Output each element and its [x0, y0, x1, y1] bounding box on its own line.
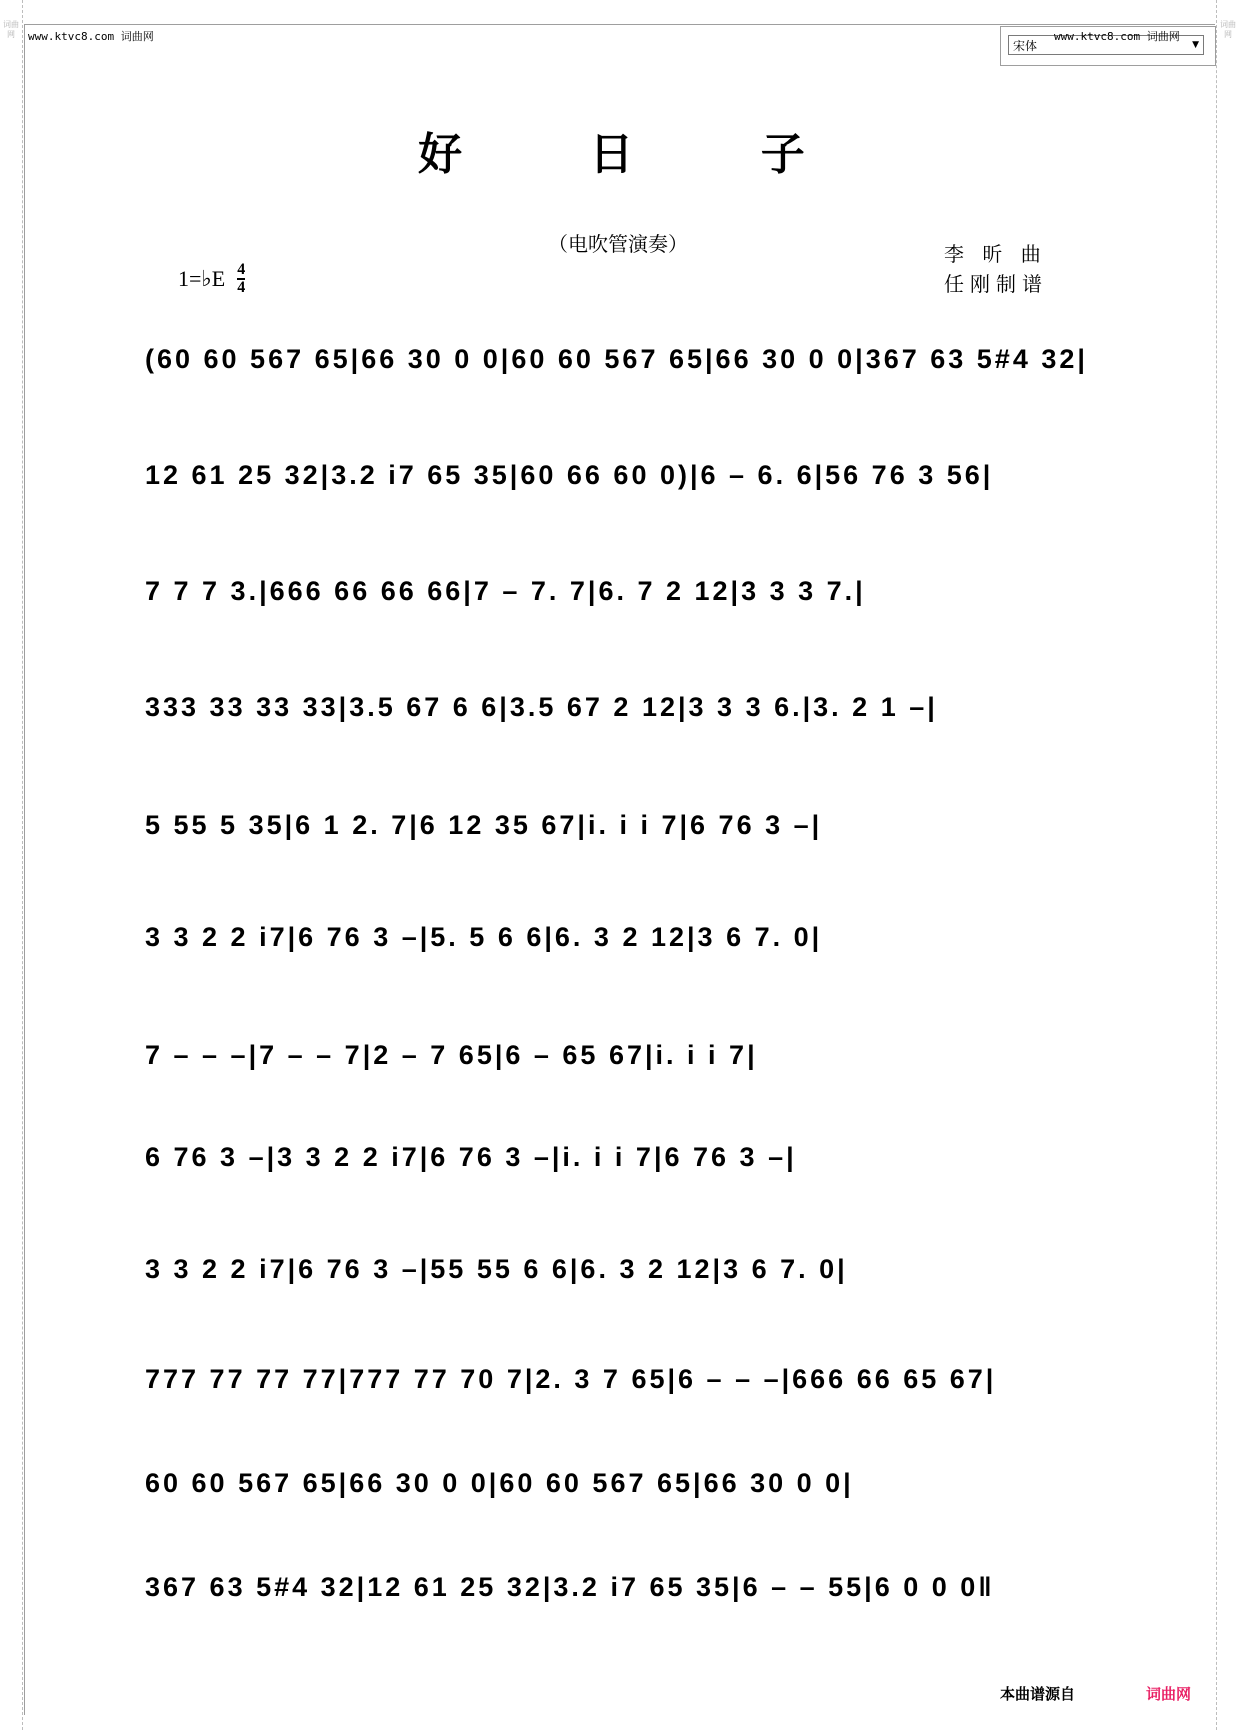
score-line-1: (60 60 567 65|66 30 0 0|60 60 567 65|66 30 0 0|367 63 5#4 32| [145, 344, 1088, 374]
footer-site-link[interactable]: 词曲网 [1146, 1685, 1192, 1703]
score-line-12: 367 63 5#4 32|12 61 25 32|3.2 i7 65 35|6 – – 55|6 0 0 0‖ [145, 1572, 995, 1602]
time-denominator: 4 [237, 279, 246, 296]
header-left-url: www.ktvc8.com [28, 30, 115, 43]
left-watermark-strip [0, 0, 23, 1730]
side-mark: 词曲网 [1220, 20, 1236, 39]
score-line-6: 3 3 2 2 i7|6 76 3 –|5. 5 6 6|6. 3 2 12|3 6 7. 0| [145, 922, 823, 952]
song-title: 好 日 子 [418, 129, 861, 180]
side-mark: 词曲网 [3, 20, 19, 39]
time-numerator: 4 [237, 261, 246, 278]
score-line-11: 60 60 567 65|66 30 0 0|60 60 567 65|66 30 0 0| [145, 1468, 854, 1498]
key-signature [178, 262, 245, 296]
right-watermark-strip [1216, 0, 1239, 1730]
header-left [28, 28, 154, 44]
score-line-10: 777 77 77 77|777 77 70 7|2. 3 7 65|6 – – –|666 66 65 67| [145, 1364, 997, 1394]
header-right-url: www.ktvc8.com [1054, 30, 1141, 43]
header-right-site: 词曲网 [1146, 30, 1180, 43]
score-line-8: 6 76 3 –|3 3 2 2 i7|6 76 3 –|i. i i 7|6 76 3 –| [145, 1142, 797, 1172]
chevron-down-icon[interactable]: ▼ [1192, 40, 1199, 50]
time-signature [237, 262, 245, 296]
footer-source-label: 本曲谱源自 [1000, 1685, 1076, 1703]
score-line-7: 7 – – –|7 – – 7|2 – 7 65|6 – 65 67|i. i i 7| [145, 1040, 758, 1070]
header-left-site: 词曲网 [120, 30, 154, 43]
header-right [1054, 28, 1180, 44]
score-line-9: 3 3 2 2 i7|6 76 3 –|55 55 6 6|6. 3 2 12|3 6 7. 0| [145, 1254, 848, 1284]
score-line-2: 12 61 25 32|3.2 i7 65 35|60 66 60 0)|6 – 6. 6|56 76 3 56| [145, 460, 994, 490]
key: 1=♭E [178, 266, 226, 291]
score-line-4: 333 33 33 33|3.5 67 6 6|3.5 67 2 12|3 3 3 6.|3. 2 1 –| [145, 692, 938, 722]
arranger-credit: 任刚制谱 [944, 272, 1048, 296]
subtitle: （电吹管演奏） [548, 232, 688, 256]
score-line-5: 5 55 5 35|6 1 2. 7|6 12 35 67|i. i i 7|6 76 3 –| [145, 810, 823, 840]
score-line-3: 7 7 7 3.|666 66 66 66|7 – 7. 7|6. 7 2 12|3 3 3 7.| [145, 576, 866, 606]
composer-credit: 李 昕 曲 [944, 242, 1047, 266]
font-select-value: 宋体 [1013, 38, 1038, 53]
